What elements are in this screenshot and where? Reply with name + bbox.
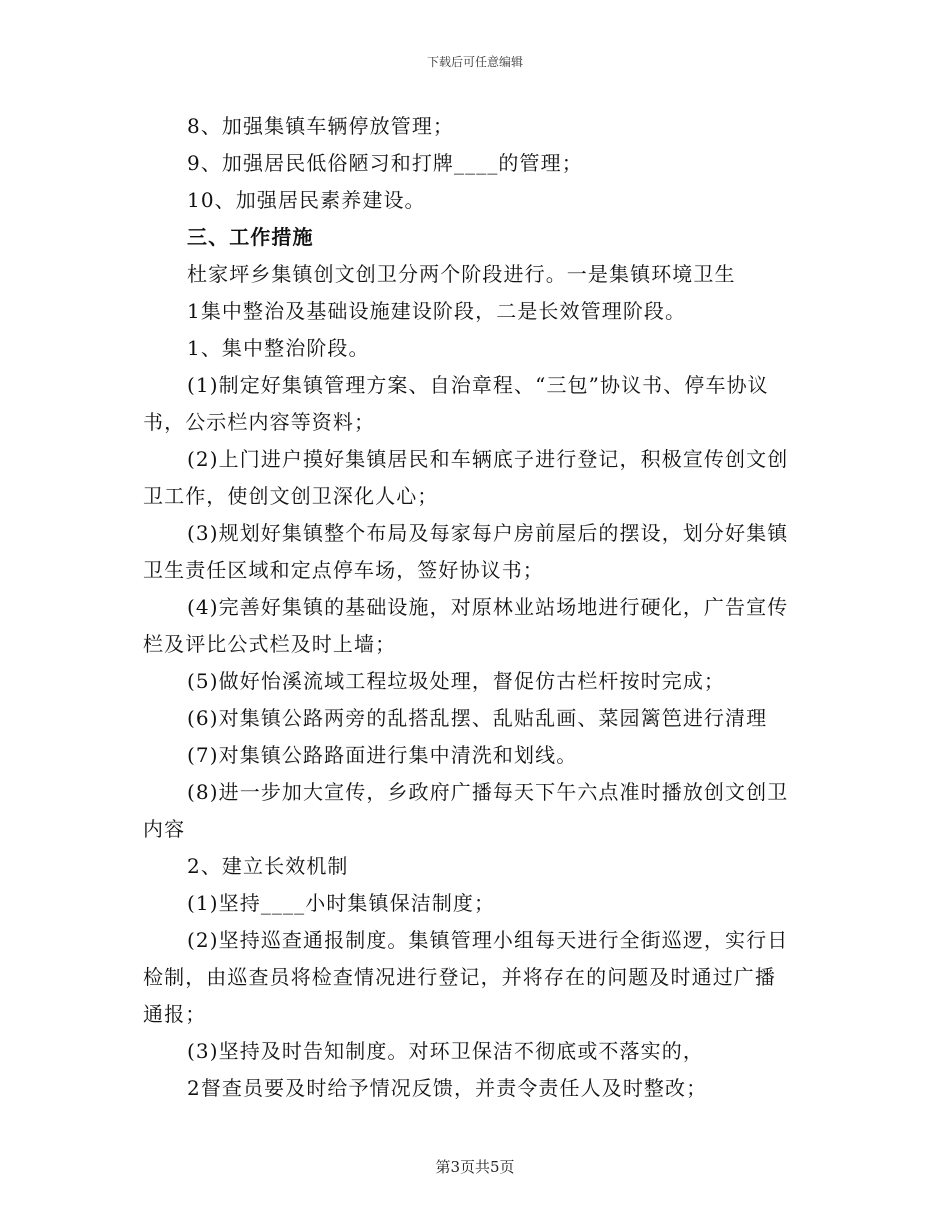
paragraph-line: (3)规划好集镇整个布局及每家每户房前屋后的摆设，划分好集镇 [187, 521, 789, 545]
list-item-8: 8、加强集镇车辆停放管理； [187, 114, 455, 138]
paragraph-line: 卫工作，使创文创卫深化人心； [143, 484, 439, 508]
paragraph-line: 书，公示栏内容等资料； [143, 410, 376, 434]
paragraph-line: (2)上门进户摸好集镇居民和车辆底子进行登记，积极宣传创文创 [187, 447, 789, 471]
list-item-9: 9、加强居民低俗陋习和打牌____的管理； [187, 151, 583, 175]
paragraph-line: (1)制定好集镇管理方案、自治章程、“三包”协议书、停车协议 [187, 373, 769, 397]
paragraph-line: (1)坚持____小时集镇保洁制度； [187, 891, 496, 915]
subheading-stage-2: 2、建立长效机制 [187, 854, 349, 878]
paragraph-line: 卫生责任区域和定点停车场，签好协议书； [143, 558, 544, 582]
paragraph-line: 通报； [143, 1002, 207, 1026]
subheading-stage-1: 1、集中整治阶段。 [187, 336, 370, 360]
paragraph-line: (7)对集镇公路路面进行集中清洗和划线。 [187, 743, 578, 767]
paragraph-line: 杜家坪乡集镇创文创卫分两个阶段进行。一是集镇环境卫生 [187, 262, 736, 286]
section-heading-work-measures: 三、工作措施 [187, 225, 314, 249]
paragraph-line: 内容 [143, 817, 186, 841]
paragraph-line: 栏及评比公式栏及时上墙； [143, 632, 397, 656]
paragraph-line: (6)对集镇公路两旁的乱搭乱摆、乱贴乱画、菜园篱笆进行清理 [187, 706, 768, 730]
paragraph-line: (5)做好怡溪流域工程垃圾处理，督促仿古栏杆按时完成； [187, 669, 726, 693]
list-item-10: 10、加强居民素养建设。 [187, 188, 426, 212]
paragraph-line: 2督查员要及时给予情况反馈，并责令责任人及时整改； [187, 1076, 708, 1100]
paragraph-line: (3)坚持及时告知制度。对环卫保洁不彻底或不落实的， [187, 1039, 704, 1063]
paragraph-line: 检制，由巡查员将检查情况进行登记，并将存在的问题及时通过广播 [143, 965, 776, 989]
page-number: 第3页共5页 [435, 1158, 515, 1176]
paragraph-line: (8)进一步加大宣传，乡政府广播每天下午六点准时播放创文创卫 [187, 780, 789, 804]
paragraph-line: (2)坚持巡查通报制度。集镇管理小组每天进行全街巡逻，实行日 [187, 928, 789, 952]
paragraph-line: (4)完善好集镇的基础设施，对原林业站场地进行硬化，广告宣传 [187, 595, 789, 619]
paragraph-line: 1集中整治及基础设施建设阶段，二是长效管理阶段。 [187, 299, 687, 323]
header-note: 下载后可任意编辑 [426, 55, 523, 69]
